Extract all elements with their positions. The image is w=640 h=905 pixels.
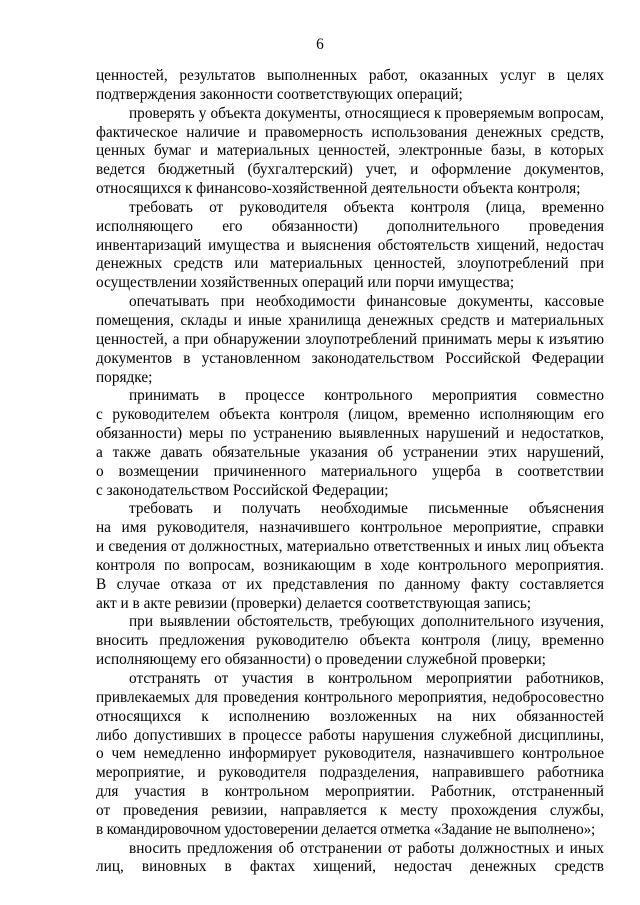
text-line: контроля по вопросам, возникающим в ходе контрольного мероприятия. xyxy=(96,556,604,574)
text-line: инвентаризаций имущества и выяснения обстоятельств хищений, недостач xyxy=(96,236,604,254)
text-line: мероприятие, и руководителя подразделения, направившего работника xyxy=(96,764,604,782)
document-body xyxy=(96,67,604,877)
text-line: осуществлении хозяйственных операций или порчи имущества; xyxy=(96,274,515,292)
text-line: при выявлении обстоятельств, требующих дополнительного изучения, xyxy=(129,613,604,631)
text-line: ценностей, результатов выполненных работ, оказанных услуг в целях xyxy=(96,67,604,84)
text-line: на имя руководителя, назначившего контрольное мероприятие, справки xyxy=(96,519,604,537)
text-line: привлекаемых для проведения контрольного мероприятия, недобросовестно xyxy=(96,688,604,706)
text-line: порядке; xyxy=(96,368,153,386)
text-line: акт и в акте ревизии (проверки) делается соответствующая запись; xyxy=(96,594,532,612)
text-line: либо допустивших в процессе работы нарушения служебной дисциплины, xyxy=(96,726,604,744)
text-line: ведется бюджетный (бухгалтерский) учет, и оформление документов, xyxy=(96,161,604,179)
text-line: требовать от руководителя объекта контроля (лица, временно xyxy=(129,198,604,216)
text-line: подтверждения законности соответствующих операций; xyxy=(96,85,463,103)
text-line: отстранять от участия в контрольном мероприятии работников, xyxy=(129,670,604,687)
text-line: о чем немедленно информирует руководителя, назначившего контрольное xyxy=(96,745,604,763)
text-line: и сведения от должностных, материально ответственных и иных лиц объекта xyxy=(96,538,604,556)
text-line: от проведения ревизии, направляется к месту прохождения службы, xyxy=(96,801,604,819)
text-line: проверять у объекта документы, относящиеся к проверяемым вопросам, xyxy=(129,104,604,122)
text-line: с руководителем объекта контроля (лицом, временно исполняющим его xyxy=(96,406,604,424)
text-line: исполняющего его обязанности) дополнительного проведения xyxy=(96,217,604,235)
text-line: помещения, склады и иные хранилища денежных средств и материальных xyxy=(96,311,604,329)
text-line: исполняющему его обязанности) о проведении служебной проверки; xyxy=(96,651,546,669)
text-line: в командировочном удостоверении делается отметка «Задание не выполнено»; xyxy=(96,820,596,838)
text-line: относящихся к исполнению возложенных на них обязанностей xyxy=(96,707,604,725)
text-line: относящихся к финансово-хозяйственной деятельности объекта контроля; xyxy=(96,180,581,198)
text-line: фактическое наличие и правомерность использования денежных средств, xyxy=(96,123,604,141)
text-line: лиц, виновных в фактах хищений, недостач денежных средств xyxy=(96,858,604,876)
text-line: ценных бумаг и материальных ценностей, электронные базы, в которых xyxy=(96,142,604,160)
text-line: вносить предложения руководителю объекта контроля (лицу, временно xyxy=(96,632,604,650)
text-line: ценностей, а при обнаружении злоупотреблений принимать меры к изъятию xyxy=(96,330,604,348)
text-line: денежных средств или материальных ценностей, злоупотреблений при xyxy=(96,255,604,273)
text-line: документов в установленном законодательством Российской Федерации xyxy=(96,349,604,367)
text-line: В случае отказа от их представления по данному факту составляется xyxy=(96,575,604,593)
text-line: опечатывать при необходимости финансовые документы, кассовые xyxy=(129,293,604,311)
text-line: с законодательством Российской Федерации; xyxy=(96,481,389,499)
text-line: вносить предложения об отстранении от работы должностных и иных xyxy=(129,839,604,857)
page-number: 6 xyxy=(316,36,324,53)
text-line: о возмещении причиненного материального ущерба в соответствии xyxy=(96,462,604,480)
text-line: а также давать обязательные указания об устранении этих нарушений, xyxy=(96,443,604,461)
text-line: принимать в процессе контрольного мероприятия совместно xyxy=(129,387,604,405)
text-line: требовать и получать необходимые письменные объяснения xyxy=(129,500,604,518)
text-line: для участия в контрольном мероприятии. Работник, отстраненный xyxy=(96,783,604,801)
text-line: обязанности) меры по устранению выявленных нарушений и недостатков, xyxy=(96,425,604,443)
